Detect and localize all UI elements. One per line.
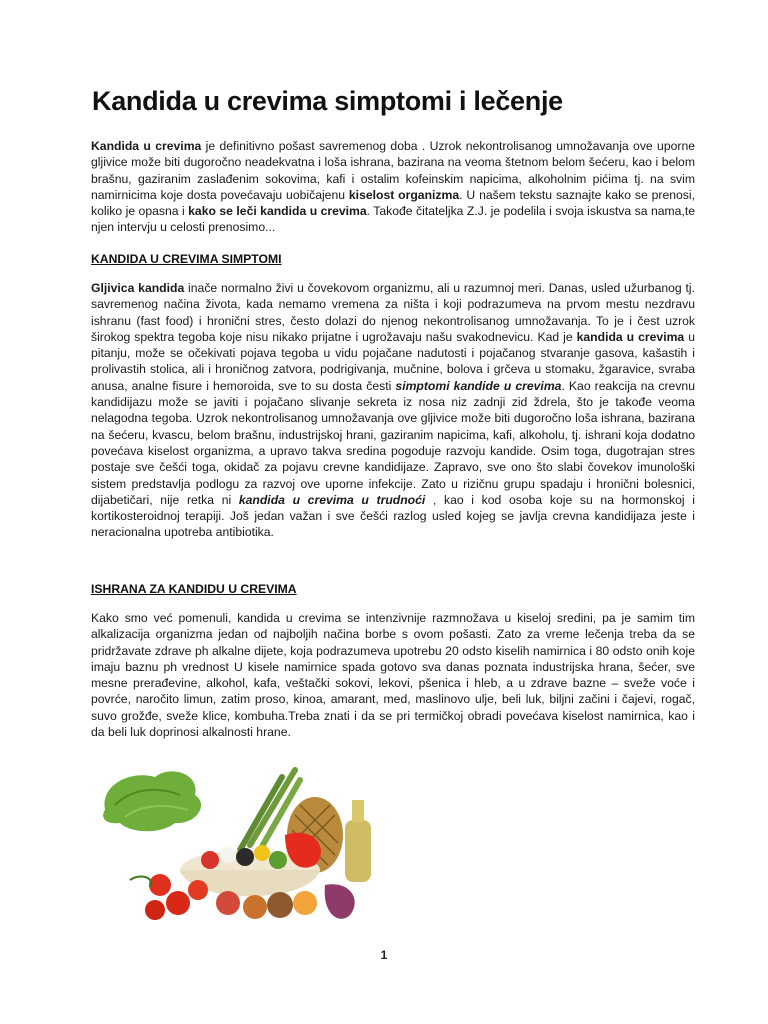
symptoms-text-2: u pitanju, može se očekivati pojava tegoba u vidu pojačane nadutosti i pojačanog stvaranje gasova, kašastih i prolivastih stolica, ali i hroničnog zatvora, podrigivanja, mučnine, bolova i grčeva u stomaku, žgaravice, svraba anusa, analne fisure i hemoroida, sve to su dosta česti <box>91 329 695 393</box>
intro-bold-1: Kandida u crevima <box>91 139 202 153</box>
symptoms-text-1: inače normalno živi u čovekovom organizmu, ali u razumnoj meri. Danas, usled užurbanog tj. savremenog načina života, kada nemamo vremena za ništa i koji podrazumeva na prvom mestu nezdravu ishranu (fast food) i hronični stres, često dolazi do njenog nekontrolisanog umnožavanja. To je i čest uzrok širokog spektra tegoba koje nisu nikako prijatne i ugrožavaju našu svakodnevicu. Kad je <box>91 281 695 344</box>
symptoms-text-3: . Kao reakcija na crevnu kandidijazu može se javiti i pojačano slivanje sekreta iz nosa niz zadnji zid ždrela, što je takođe veoma nelagodna tegoba. Uzrok nekontrolisanog umnožavanja ove gljivice može biti dugoročno loša ishrana, bazirana na šećeru, kvascu, belom brašnu, industrijskoj hrani, gaziranim napicima, kafi, alkoholu, tj. ishrani koja dodatno povećava kiselost organizma, a upravo takva sredina pogoduje razvoju kandide. Osim toga, dugotrajan stres postaje sve češći toga, okidač za pojavu crevne kandidijaze. Zapravo, sve ono što slabi čovekov imunološki sistem predstavlja podlogu za razvoj ove uporne infekcije. Zato u rizičnu grupu spadaju i hronični bolesnici, dijabetičari, nije retka ni <box>91 378 695 507</box>
intro-text-2: . U našem tekstu saznajte kako se prenosi, koliko je opasna i <box>91 187 695 219</box>
section-heading-diet: ISHRANA ZA KANDIDU U CREVIMA <box>91 582 297 596</box>
page-number: 1 <box>380 948 388 962</box>
intro-paragraph <box>91 138 695 236</box>
symptoms-bold-italic-2: kandida u crevima u trudnoći <box>238 492 426 507</box>
symptoms-paragraph <box>91 280 695 541</box>
intro-text-3: . Takođe čitateljka Z.J. je podelila i svoja iskustva sa nama,te njen intervju u celosti prenosimo... <box>91 204 695 235</box>
intro-bold-3: kako se leči kandida u crevima <box>188 204 367 219</box>
fruit-vegetable-bowl-icon <box>100 765 385 935</box>
symptoms-bold-1: Gljivica kandida <box>91 281 185 295</box>
symptoms-bold-2: kandida u crevima <box>576 329 685 344</box>
intro-text-1: je definitivno pošast savremenog doba . Uzrok nekontrolisanog umnožavanja ove uporne gljivice može biti dugoročno neadekvatna i loša ishrana, bazirana na veoma štetnom belom šećeru, kao i belom brašnu, gaziranim zaslađenim sokovima, kafi i ostalim kofeinskim napicima, alkoholnim pićima tj. na svim namirnicima koje dosta povećavaju uobičajenu <box>91 139 695 202</box>
intro-bold-2: kiselost organizma <box>348 187 460 202</box>
page-title: Kandida u crevima simptomi i lečenje <box>92 86 563 116</box>
diet-paragraph: Kako smo već pomenuli, kandida u crevima se intenzivnije razmnožava u kiseloj sredini, pa je samim tim alkalizacija organizma jedan od najboljih načina borbe s ovom pošasti. Zato za vreme lečenja treba da se pridržavate zdrave ph alkalne dijete, koja podrazumeva upotrebu 20 odsto kiselih namirnica i 80 odsto onih koje imaju baznu ph vrednost U kisele namirnice spada gotovo sva danas poznata industrijska hrana, šećer, sve mesne prerađevine, alkohol, kafa, veštački sokovi, lekovi, pšenica i hleb, a u zdrave bazne – sveže voće i povrće, naročito limun, zatim proso, kinoa, amarant, med, maslinovo ulje, beli luk, biljni začini i čajevi, rogač, suvo grožđe, sveže klice, kombuha.Treba znati i da se pri termičkoj obradi povećava kiselost namirnica, kao i da beli luk doprinosi alkalnosti hrane. <box>91 611 695 740</box>
symptoms-text-4: , kao i kod osoba koje su na hormonskoj i kortikosteroidnoj terapiji. Još jedan važan i sve češći razlog usled kojeg se javlja crevna kandidijaza jeste i neracionalna upotreba antibiotika. <box>91 492 696 540</box>
section-heading-symptoms: KANDIDA U CREVIMA SIMPTOMI <box>91 252 282 266</box>
symptoms-bold-italic-1: simptomi kandide u crevima <box>395 378 562 393</box>
